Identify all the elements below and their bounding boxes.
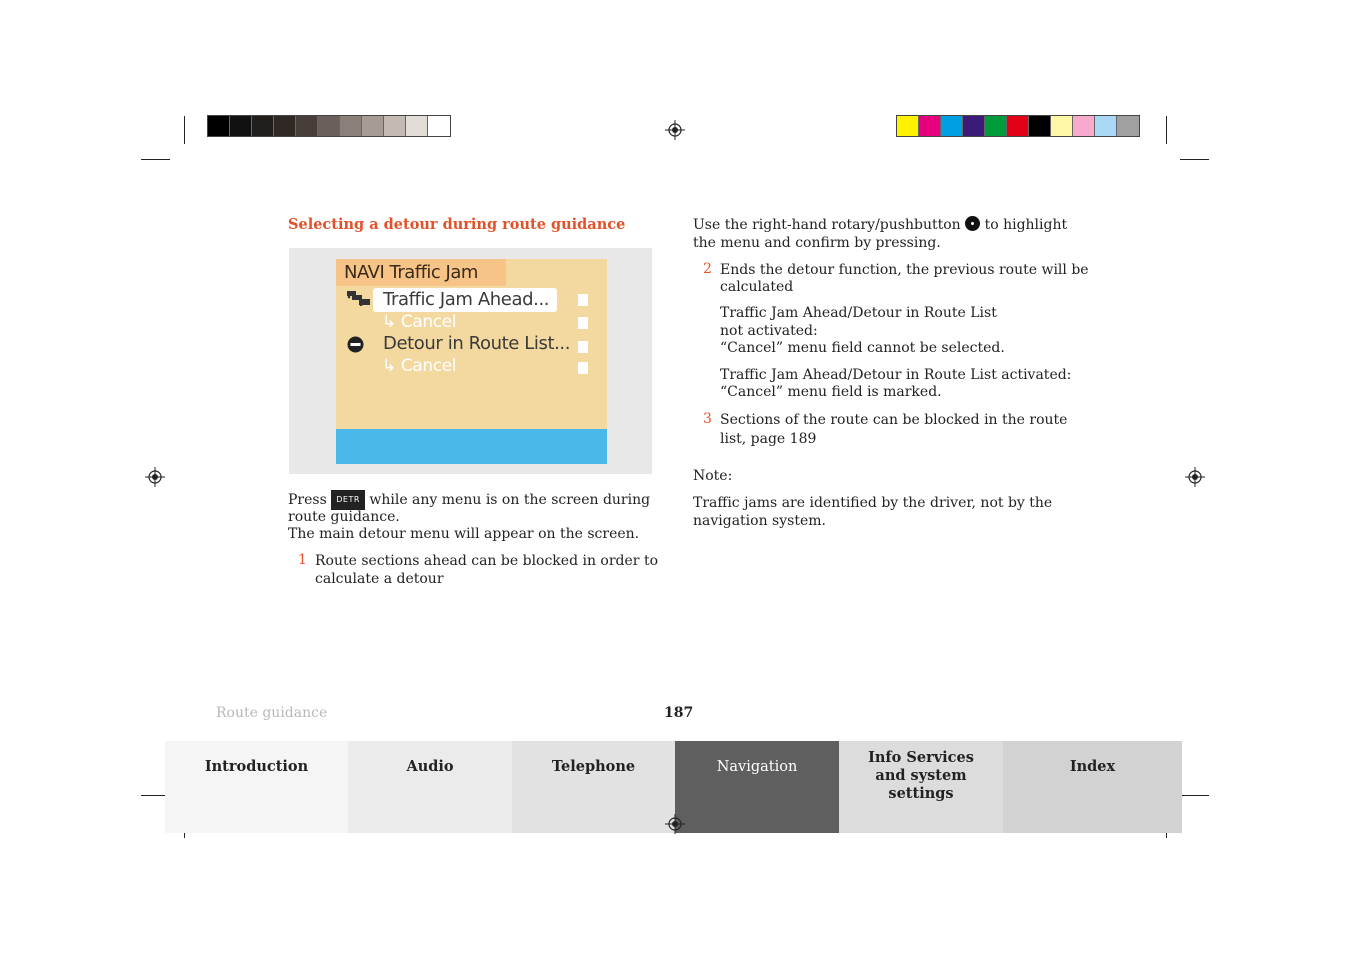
intro-text-cont: to highlight [984, 217, 1068, 233]
registration-mark-icon [665, 814, 685, 834]
body-text: the menu and confirm by pressing. [693, 235, 941, 251]
tab-info-services[interactable] [839, 741, 1003, 833]
navi-display [336, 259, 607, 464]
note-label: Note: [693, 468, 733, 484]
press-text-cont: while any menu is on the screen during [369, 492, 651, 508]
no-entry-icon [347, 336, 364, 357]
tab-navigation[interactable] [675, 741, 839, 833]
color-swatch [1073, 116, 1095, 136]
body-text: The main detour menu will appear on the screen. [288, 526, 640, 542]
section-footer-label: Route guidance [216, 705, 328, 721]
registration-mark-icon [145, 467, 165, 487]
body-text: Traffic Jam Ahead/Detour in Route List [720, 305, 997, 321]
tab-index[interactable] [1003, 741, 1182, 833]
tab-label: Introduction [204, 758, 309, 775]
color-swatch [1007, 116, 1029, 136]
color-swatch [428, 116, 450, 136]
note-text: navigation system. [693, 513, 826, 529]
selection-marker [578, 362, 588, 374]
item-text: calculated [720, 279, 794, 295]
registration-mark-icon [665, 120, 685, 140]
detr-key-icon: DETR [331, 490, 365, 510]
color-swatch [252, 116, 274, 136]
tab-label: Info Services and system settings [868, 749, 974, 802]
color-swatch [208, 116, 230, 136]
color-swatch [941, 116, 963, 136]
tab-label: Audio [406, 758, 454, 775]
color-swatch [318, 116, 340, 136]
color-swatch [963, 116, 985, 136]
item-text: Ends the detour function, the previous route will be [720, 262, 1089, 278]
gray-swatch-row [207, 115, 451, 137]
section-title: Selecting a detour during route guidance [288, 216, 626, 233]
intro-text: Use the right-hand rotary/pushbutton [693, 217, 961, 233]
page-number: 187 [664, 705, 694, 721]
color-swatch [296, 116, 318, 136]
body-text: route guidance. [288, 509, 400, 525]
color-swatch-row [896, 115, 1140, 137]
color-swatch [384, 116, 406, 136]
crop-mark [1180, 159, 1209, 160]
selection-marker [578, 341, 588, 353]
screen-illustration [289, 248, 652, 474]
tab-label: Telephone [551, 758, 636, 775]
item-text: Route sections ahead can be blocked in order to [315, 553, 658, 569]
color-swatch [985, 116, 1007, 136]
menu-item-detour-route-list[interactable]: Detour in Route List... [383, 333, 571, 354]
tab-introduction[interactable] [165, 741, 348, 833]
item-text: calculate a detour [315, 571, 444, 587]
body-text: “Cancel” menu field is marked. [720, 384, 942, 400]
press-instruction [288, 490, 650, 510]
item-text: Sections of the route can be blocked in the route [720, 412, 1068, 428]
crop-mark [1166, 116, 1167, 144]
tab-label: Navigation [716, 759, 798, 775]
color-swatch [897, 116, 919, 136]
crop-mark [1180, 795, 1209, 796]
body-text: “Cancel” menu field cannot be selected. [720, 340, 1005, 356]
tab-audio[interactable] [348, 741, 512, 833]
color-swatch [362, 116, 384, 136]
item-number: 2 [703, 261, 712, 277]
registration-mark-icon [1185, 467, 1205, 487]
menu-item-cancel-1[interactable]: ↳ Cancel [382, 312, 457, 332]
color-swatch [1117, 116, 1139, 136]
rotary-pushbutton-icon [965, 216, 980, 231]
item-number: 3 [703, 411, 712, 427]
note-text: Traffic jams are identified by the driver, not by the [693, 495, 1053, 511]
intro-instruction [693, 216, 1067, 234]
crop-mark [141, 159, 170, 160]
color-swatch [406, 116, 428, 136]
selection-marker [578, 294, 588, 306]
body-text: Traffic Jam Ahead/Detour in Route List activated: [720, 367, 1072, 383]
crop-mark [184, 116, 185, 144]
color-swatch [230, 116, 252, 136]
item-text: list, page 189 [720, 431, 817, 447]
tab-label: Index [1069, 758, 1116, 775]
item-number: 1 [298, 552, 307, 568]
color-swatch [1095, 116, 1117, 136]
color-swatch [1029, 116, 1051, 136]
selection-marker [578, 317, 588, 329]
color-swatch [340, 116, 362, 136]
display-status-bar [336, 429, 607, 464]
body-text: not activated: [720, 323, 818, 339]
display-title: NAVI Traffic Jam [344, 262, 478, 283]
traffic-jam-icon [346, 290, 372, 310]
color-swatch [274, 116, 296, 136]
menu-item-cancel-2[interactable]: ↳ Cancel [382, 356, 457, 376]
tab-telephone[interactable] [512, 741, 675, 833]
press-text: Press [288, 492, 327, 508]
color-swatch [1051, 116, 1073, 136]
menu-item-traffic-jam-ahead[interactable]: Traffic Jam Ahead... [373, 288, 557, 312]
color-swatch [919, 116, 941, 136]
